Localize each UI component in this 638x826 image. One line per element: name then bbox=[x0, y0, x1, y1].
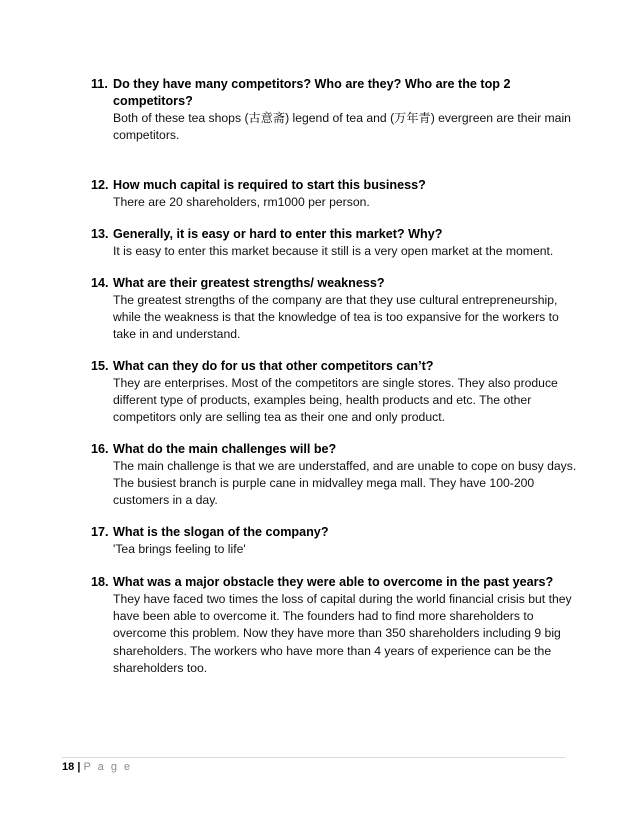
question-text: What do the main challenges will be? bbox=[113, 442, 337, 456]
qa-item-12 bbox=[91, 177, 581, 211]
qa-item-15 bbox=[91, 358, 581, 427]
page-footer bbox=[62, 760, 132, 774]
question bbox=[91, 177, 581, 194]
qa-item-18 bbox=[91, 574, 581, 677]
question-text: What can they do for us that other competitors can’t? bbox=[113, 359, 434, 373]
qa-item-13 bbox=[91, 226, 581, 260]
qa-item-16 bbox=[91, 441, 581, 510]
question-number: 13. bbox=[91, 227, 109, 241]
page-label: P a g e bbox=[83, 761, 133, 773]
question bbox=[91, 275, 581, 292]
question bbox=[91, 441, 581, 458]
question-number: 11. bbox=[91, 77, 108, 91]
question-text: What is the slogan of the company? bbox=[113, 525, 329, 539]
question-text: Generally, it is easy or hard to enter this market? Why? bbox=[113, 227, 443, 241]
question-number: 12. bbox=[91, 178, 109, 192]
question bbox=[91, 524, 581, 541]
question bbox=[91, 76, 581, 110]
answer-text: It is easy to enter this market because it still is a very open market at the moment. bbox=[113, 244, 554, 258]
question-number: 15. bbox=[91, 359, 109, 373]
question-text: Do they have many competitors? Who are they? Who are the top 2 competitors? bbox=[113, 77, 511, 108]
question bbox=[91, 358, 581, 375]
page-number: 18 bbox=[62, 761, 75, 773]
question-number: 14. bbox=[91, 276, 109, 290]
answer-text: 'Tea brings feeling to life' bbox=[113, 542, 246, 556]
question-number: 18. bbox=[91, 575, 109, 589]
question-number: 17. bbox=[91, 525, 109, 539]
question-number: 16. bbox=[91, 442, 109, 456]
qa-item-17 bbox=[91, 524, 581, 558]
answer-text: Both of these tea shops (古意斋) legend of tea and (万年青) evergreen are their main competitors. bbox=[113, 111, 571, 143]
question bbox=[91, 574, 581, 591]
answer-text: There are 20 shareholders, rm1000 per person. bbox=[113, 195, 370, 209]
answer-text: They are enterprises. Most of the competitors are single stores. They also produce different type of products, examples being, health products and etc. The other competitors only are selling tea as their one and only product. bbox=[113, 376, 558, 425]
question-text: How much capital is required to start this business? bbox=[113, 178, 426, 192]
footer-separator: | bbox=[77, 761, 81, 773]
answer-text: They have faced two times the loss of capital during the world financial crisis but they have been able to overcome it. The founders had to find more shareholders to overcome this problem. Now they have more than 350 shareholders including 9 big shareholders. The workers who have more than 4 years of experience can be the shareholders too. bbox=[113, 592, 572, 675]
answer-text: The greatest strengths of the company are that they use cultural entrepreneurship, while the weakness is that the knowledge of tea is too expansive for the workers to take in and understand. bbox=[113, 293, 559, 342]
qa-item-11 bbox=[91, 76, 581, 144]
qa-item-14 bbox=[91, 275, 581, 344]
question-text: What are their greatest strengths/ weakness? bbox=[113, 276, 385, 290]
footer-divider bbox=[62, 757, 565, 758]
answer-text: The main challenge is that we are understaffed, and are unable to cope on busy days. The busiest branch is purple cane in midvalley mega mall. They have 100-200 customers in a day. bbox=[113, 459, 577, 508]
question bbox=[91, 226, 581, 243]
question-text: What was a major obstacle they were able to overcome in the past years? bbox=[113, 575, 554, 589]
